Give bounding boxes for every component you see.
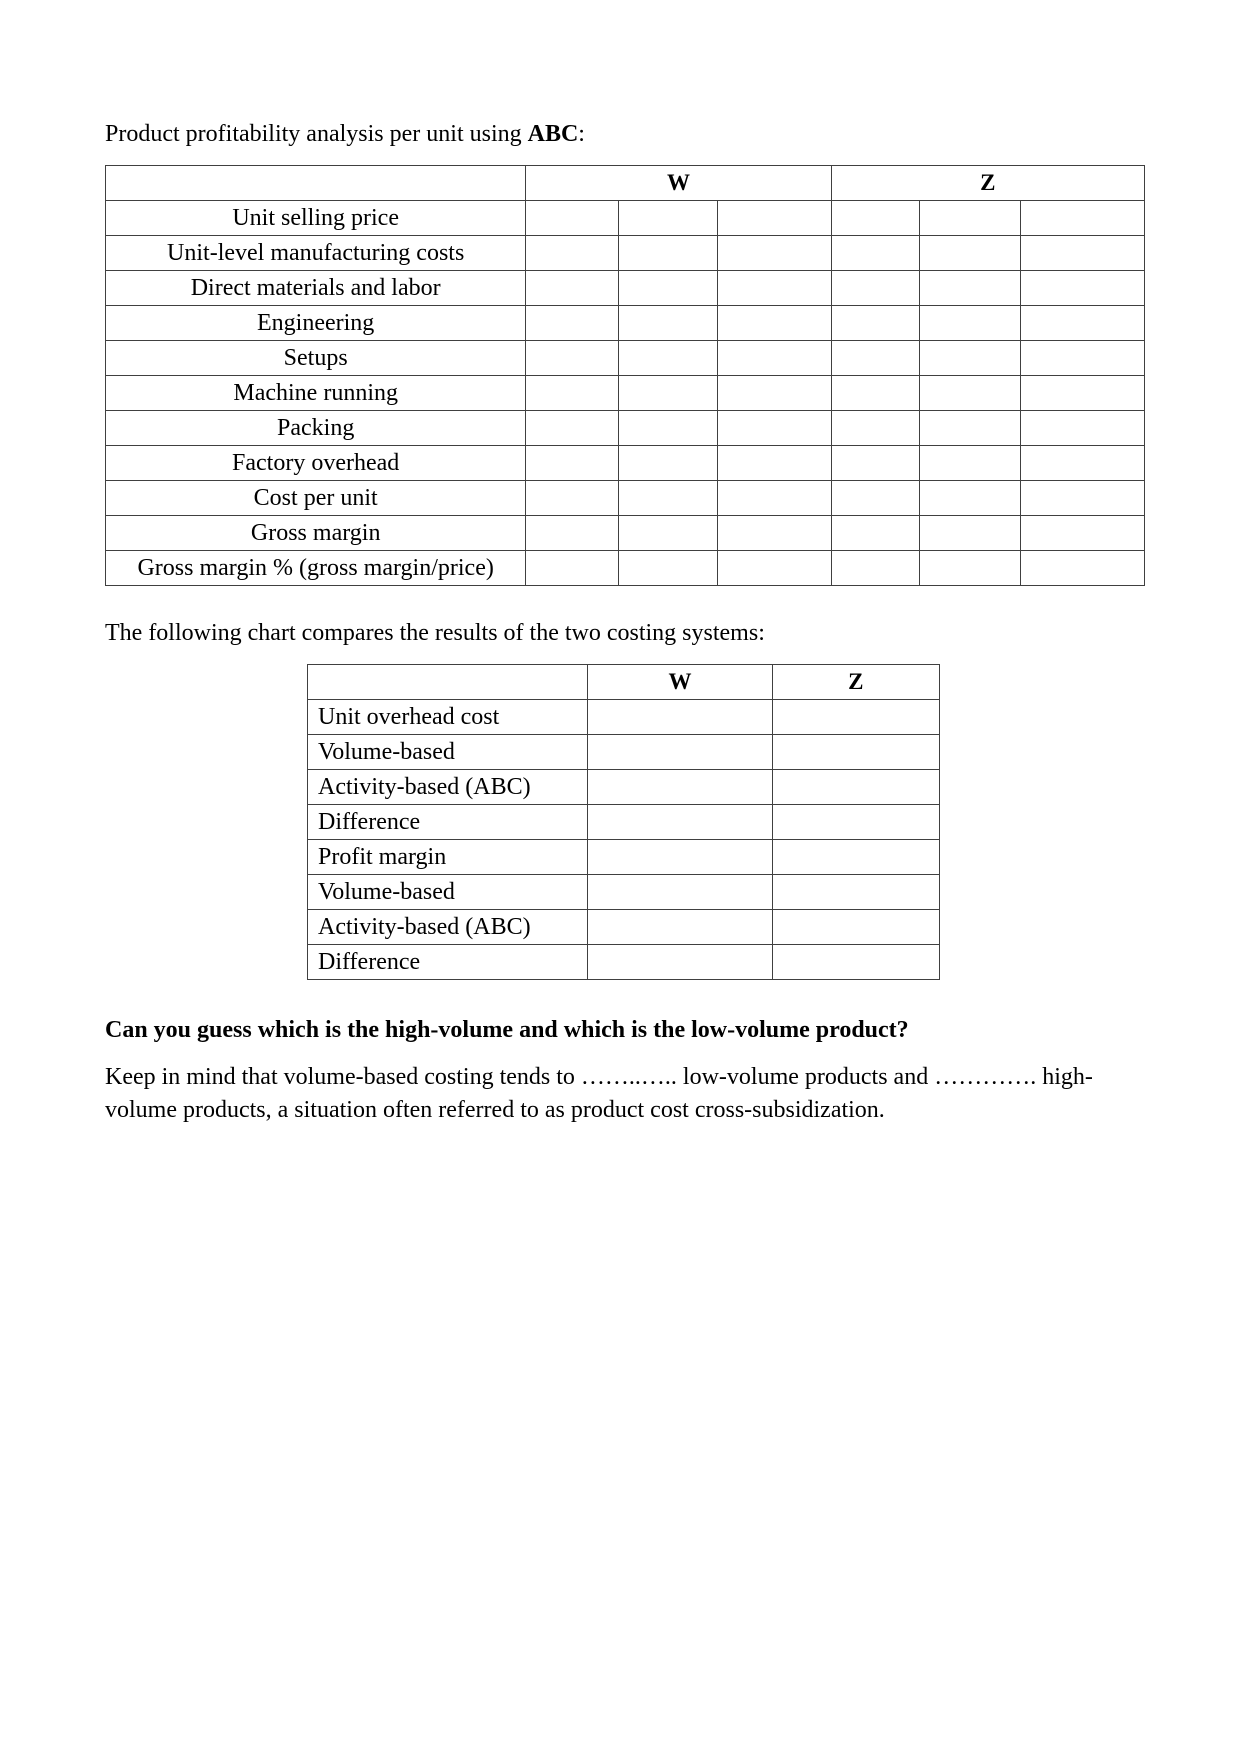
abc-row: [106, 341, 1145, 376]
abc-empty-cell: [920, 306, 1021, 341]
compare-empty-cell: [588, 735, 772, 770]
compare-row: [308, 805, 940, 840]
abc-empty-cell: [831, 376, 920, 411]
intro-text-main: Product profitability analysis per unit using: [105, 121, 528, 147]
chart-intro-text: The following chart compares the results of the two costing systems:: [105, 620, 765, 646]
abc-empty-cell: [1021, 236, 1145, 271]
abc-empty-cell: [619, 341, 718, 376]
abc-empty-cell: [526, 551, 619, 586]
compare-row: [308, 770, 940, 805]
abc-empty-cell: [717, 411, 831, 446]
compare-header-z: Z: [772, 665, 939, 700]
abc-empty-cell: [1021, 516, 1145, 551]
abc-empty-cell: [920, 271, 1021, 306]
compare-empty-cell: [588, 875, 772, 910]
abc-row: [106, 446, 1145, 481]
abc-row: [106, 306, 1145, 341]
abc-row-label: Packing: [106, 411, 526, 446]
compare-empty-cell: [588, 700, 772, 735]
abc-row: [106, 516, 1145, 551]
abc-empty-cell: [619, 236, 718, 271]
abc-empty-cell: [619, 411, 718, 446]
cross-subsidization-paragraph: Keep in mind that volume-based costing tends to ……..….. low-volume products and …………. high-volume products, a situation often referred to as product cost cross-subsidization.: [105, 1064, 1093, 1123]
abc-empty-cell: [717, 516, 831, 551]
abc-empty-cell: [619, 306, 718, 341]
abc-empty-cell: [831, 201, 920, 236]
compare-row: [308, 875, 940, 910]
compare-empty-cell: [772, 945, 939, 980]
compare-header-blank: [308, 665, 588, 700]
compare-row: [308, 700, 940, 735]
compare-empty-cell: [772, 805, 939, 840]
abc-empty-cell: [1021, 411, 1145, 446]
abc-empty-cell: [831, 341, 920, 376]
abc-row: [106, 481, 1145, 516]
abc-empty-cell: [831, 271, 920, 306]
abc-empty-cell: [920, 236, 1021, 271]
compare-header-row: [308, 665, 940, 700]
abc-empty-cell: [920, 376, 1021, 411]
abc-empty-cell: [920, 341, 1021, 376]
compare-empty-cell: [588, 840, 772, 875]
abc-row-label: Machine running: [106, 376, 526, 411]
abc-empty-cell: [831, 481, 920, 516]
compare-row: [308, 735, 940, 770]
abc-empty-cell: [920, 446, 1021, 481]
abc-empty-cell: [920, 481, 1021, 516]
abc-empty-cell: [526, 201, 619, 236]
compare-header-w: W: [588, 665, 772, 700]
abc-row-label: Factory overhead: [106, 446, 526, 481]
costing-comparison-table: [307, 664, 940, 980]
abc-profitability-table: [105, 165, 1145, 586]
abc-empty-cell: [920, 201, 1021, 236]
abc-empty-cell: [526, 271, 619, 306]
abc-empty-cell: [619, 516, 718, 551]
abc-empty-cell: [526, 341, 619, 376]
intro-text-bold: ABC: [527, 121, 579, 147]
abc-empty-cell: [526, 376, 619, 411]
compare-row-label: Difference: [308, 945, 588, 980]
abc-row-label: Gross margin % (gross margin/price): [106, 551, 526, 586]
abc-empty-cell: [920, 551, 1021, 586]
abc-empty-cell: [526, 236, 619, 271]
abc-empty-cell: [619, 376, 718, 411]
compare-empty-cell: [772, 735, 939, 770]
abc-empty-cell: [831, 551, 920, 586]
abc-header-blank: [106, 166, 526, 201]
abc-row: [106, 411, 1145, 446]
abc-empty-cell: [831, 516, 920, 551]
abc-empty-cell: [1021, 306, 1145, 341]
compare-row: [308, 945, 940, 980]
question-text: Can you guess which is the high-volume and which is the low-volume product?: [105, 1017, 909, 1043]
compare-row-label: Unit overhead cost: [308, 700, 588, 735]
abc-row-label: Unit-level manufacturing costs: [106, 236, 526, 271]
abc-empty-cell: [717, 236, 831, 271]
abc-empty-cell: [1021, 341, 1145, 376]
abc-empty-cell: [526, 306, 619, 341]
compare-empty-cell: [772, 700, 939, 735]
compare-empty-cell: [588, 770, 772, 805]
intro-text: [105, 119, 585, 149]
abc-row: [106, 551, 1145, 586]
abc-empty-cell: [1021, 376, 1145, 411]
abc-header-w: W: [526, 166, 831, 201]
abc-empty-cell: [831, 236, 920, 271]
abc-empty-cell: [526, 446, 619, 481]
abc-empty-cell: [831, 411, 920, 446]
abc-row-label: Unit selling price: [106, 201, 526, 236]
compare-row-label: Volume-based: [308, 735, 588, 770]
compare-row-label: Activity-based (ABC): [308, 910, 588, 945]
abc-empty-cell: [717, 481, 831, 516]
abc-row-label: Cost per unit: [106, 481, 526, 516]
compare-row-label: Activity-based (ABC): [308, 770, 588, 805]
abc-row-label: Direct materials and labor: [106, 271, 526, 306]
compare-row-label: Volume-based: [308, 875, 588, 910]
compare-empty-cell: [772, 910, 939, 945]
abc-row-label: Setups: [106, 341, 526, 376]
compare-empty-cell: [588, 945, 772, 980]
abc-empty-cell: [831, 446, 920, 481]
compare-row: [308, 910, 940, 945]
abc-row-label: Gross margin: [106, 516, 526, 551]
abc-empty-cell: [831, 306, 920, 341]
abc-empty-cell: [717, 306, 831, 341]
abc-empty-cell: [717, 341, 831, 376]
abc-empty-cell: [526, 516, 619, 551]
compare-row: [308, 840, 940, 875]
abc-row: [106, 201, 1145, 236]
abc-empty-cell: [920, 411, 1021, 446]
compare-row-label: Profit margin: [308, 840, 588, 875]
abc-empty-cell: [619, 271, 718, 306]
abc-row: [106, 236, 1145, 271]
abc-empty-cell: [1021, 481, 1145, 516]
compare-empty-cell: [588, 805, 772, 840]
compare-empty-cell: [772, 770, 939, 805]
abc-empty-cell: [619, 201, 718, 236]
abc-empty-cell: [717, 271, 831, 306]
abc-empty-cell: [717, 446, 831, 481]
abc-empty-cell: [1021, 271, 1145, 306]
abc-empty-cell: [526, 481, 619, 516]
abc-empty-cell: [920, 516, 1021, 551]
abc-empty-cell: [619, 481, 718, 516]
compare-empty-cell: [772, 840, 939, 875]
intro-text-suffix: :: [578, 121, 585, 147]
abc-empty-cell: [717, 551, 831, 586]
compare-row-label: Difference: [308, 805, 588, 840]
abc-empty-cell: [717, 376, 831, 411]
abc-empty-cell: [619, 446, 718, 481]
compare-empty-cell: [772, 875, 939, 910]
compare-empty-cell: [588, 910, 772, 945]
abc-header-row: [106, 166, 1145, 201]
abc-empty-cell: [717, 201, 831, 236]
abc-row-label: Engineering: [106, 306, 526, 341]
abc-empty-cell: [1021, 551, 1145, 586]
abc-header-z: Z: [831, 166, 1144, 201]
abc-row: [106, 376, 1145, 411]
abc-row: [106, 271, 1145, 306]
abc-empty-cell: [526, 411, 619, 446]
abc-empty-cell: [1021, 201, 1145, 236]
abc-empty-cell: [619, 551, 718, 586]
abc-empty-cell: [1021, 446, 1145, 481]
